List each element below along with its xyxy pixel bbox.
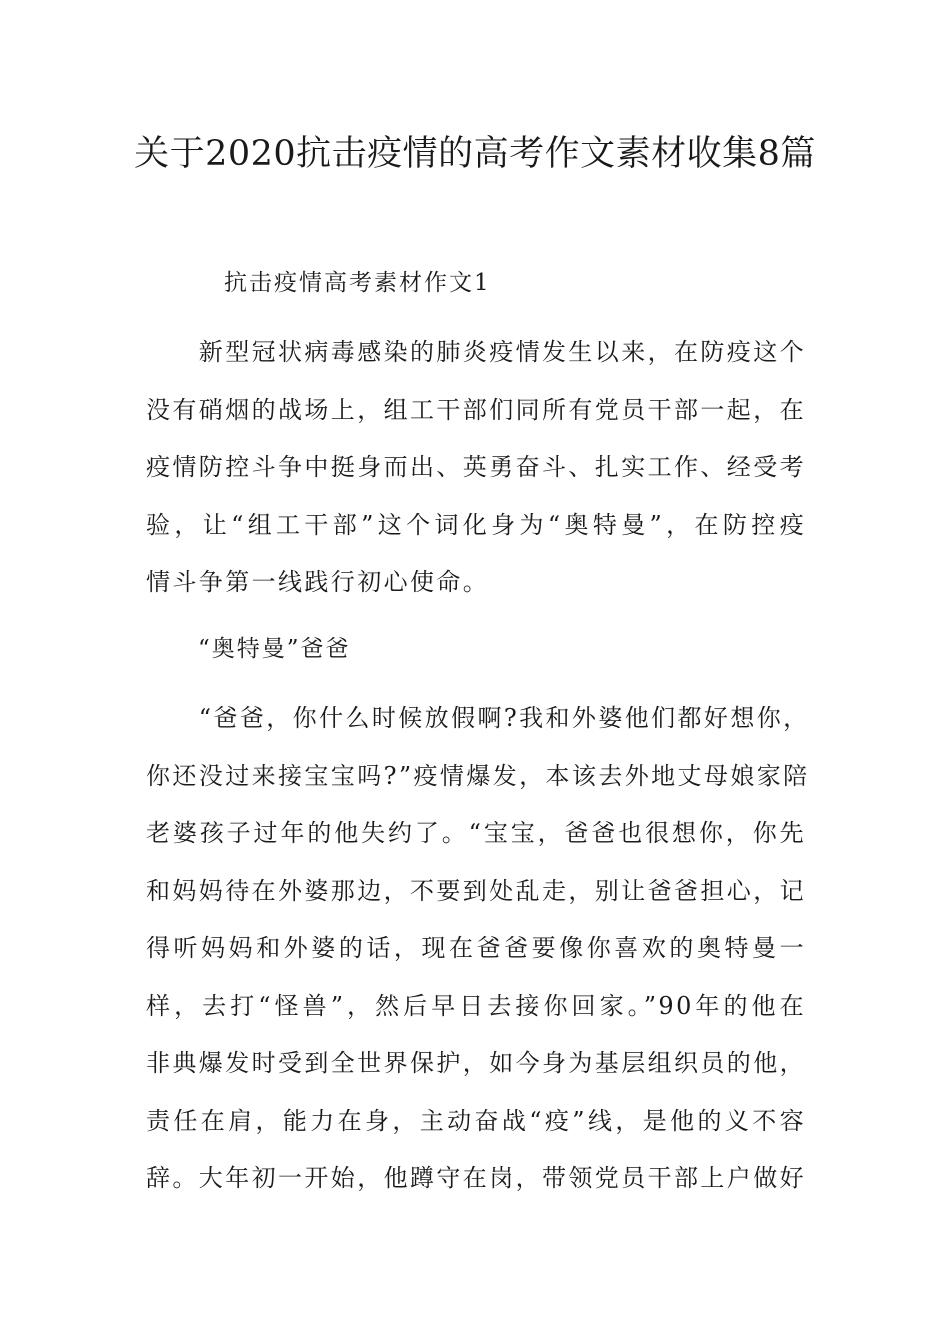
paragraph-line: 非典爆发时受到全世界保护，如今身为基层组织员的他， [146, 1049, 806, 1077]
paragraph-line: 验，让“组工干部”这个词化身为“奥特曼”，在防控疫 [146, 510, 806, 539]
paragraph-line: 老婆孩子过年的他失约了。“宝宝，爸爸也很想你，你先 [146, 819, 806, 847]
section-heading: 抗击疫情高考素材作文1 [224, 270, 491, 296]
paragraph-1 [146, 324, 806, 612]
paragraph-line: 辞。大年初一开始，他蹲守在岗，带领党员干部上户做好 [146, 1164, 806, 1192]
paragraph-line: 新型冠状病毒感染的肺炎疫情发生以来，在防疫这个 [146, 338, 806, 366]
paragraph-line: 疫情防控斗争中挺身而出、英勇奋斗、扎实工作、经受考 [146, 453, 806, 481]
paragraph-line: “爸爸，你什么时候放假啊?我和外婆他们都好想你， [146, 704, 810, 732]
paragraph-line: 责任在肩，能力在身，主动奋战“疫”线，是他的义不容 [146, 1106, 806, 1135]
paragraph-line: 得听妈妈和外婆的话，现在爸爸要像你喜欢的奥特曼一 [146, 934, 806, 962]
subtitle: “奥特曼”爸爸 [198, 636, 351, 662]
paragraph-line: 样，去打“怪兽”，然后早日去接你回家。”90年的他在 [146, 991, 806, 1020]
paragraph-line: 你还没过来接宝宝吗?”疫情爆发，本该去外地丈母娘家陪 [146, 761, 810, 790]
paragraph-line: 和妈妈待在外婆那边，不要到处乱走，别让爸爸担心，记 [146, 876, 806, 905]
paragraph-2 [146, 690, 810, 1208]
paragraph-line: 没有硝烟的战场上，组工干部们同所有党员干部一起，在 [146, 395, 806, 424]
paragraph-line: 情斗争第一线践行初心使命。 [146, 568, 490, 596]
document-title: 关于2020抗击疫情的高考作文素材收集8篇 [134, 134, 816, 174]
